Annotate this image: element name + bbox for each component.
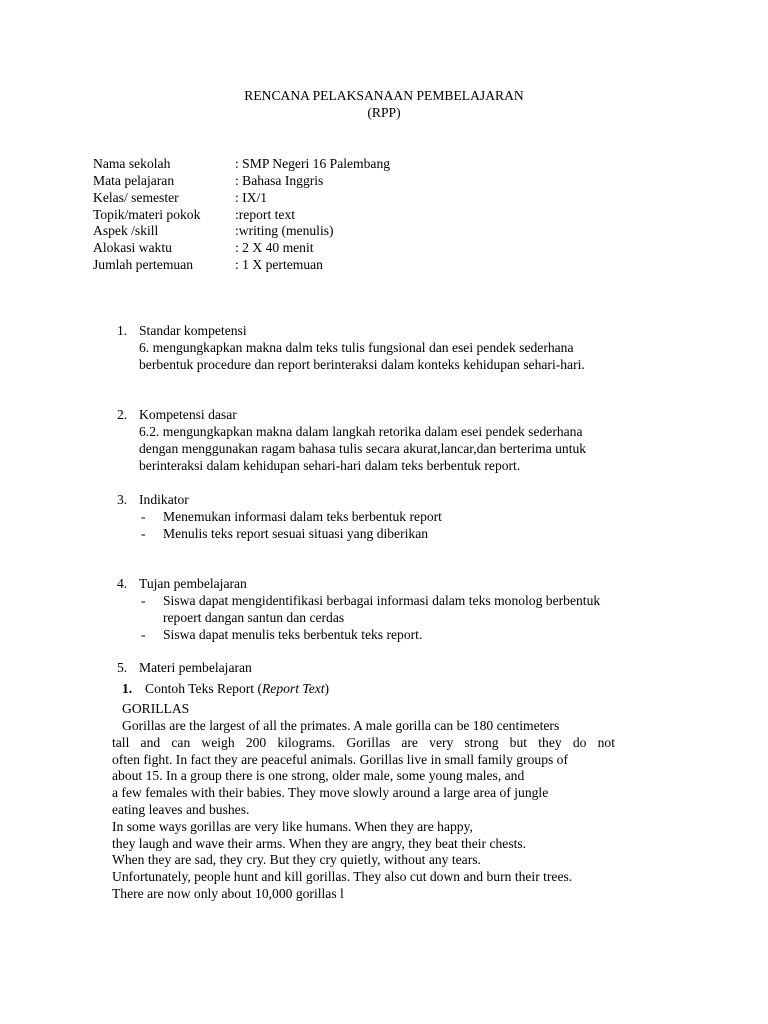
section-line: 6. mengungkapkan makna dalm teks tulis fungsional dan esei pendek sederhana	[139, 340, 574, 355]
section-line: berbentuk procedure dan report berinteraksi dalam konteks kehidupan sehari-hari.	[139, 357, 585, 372]
bullet-text-continuation: repoert dangan santun dan cerdas	[163, 610, 345, 625]
section-number: 5.	[117, 660, 128, 675]
section-number: 3.	[117, 492, 128, 507]
identity-value: : Bahasa Inggris	[235, 173, 324, 188]
section-line: berinteraksi dalam kehidupan sehari-hari dalam teks berbentuk report.	[139, 458, 521, 473]
section-number: 4.	[117, 576, 128, 591]
subsection-title-italic: Report Text	[261, 681, 325, 696]
bullet-text: Menulis teks report sesuai situasi yang diberikan	[163, 526, 429, 541]
report-line: When they are sad, they cry. But they cry quietly, without any tears.	[112, 852, 481, 867]
section-heading: Standar kompetensi	[139, 323, 247, 338]
identity-value: :writing (menulis)	[235, 223, 334, 238]
identity-label: Nama sekolah	[93, 156, 171, 171]
report-line: they laugh and wave their arms. When they are angry, they beat their chests.	[112, 836, 527, 851]
report-line: about 15. In a group there is one strong, older male, some young males, and	[112, 768, 525, 783]
identity-label: Alokasi waktu	[93, 240, 172, 255]
report-line: tall and can weigh 200 kilograms. Gorillas are very strong but they do not	[112, 735, 615, 750]
identity-value: : 2 X 40 menit	[235, 240, 314, 255]
section-heading: Tujan pembelajaran	[139, 576, 247, 591]
subsection-number: 1.	[122, 681, 133, 696]
identity-label: Mata pelajaran	[93, 173, 175, 188]
identity-value: : 1 X pertemuan	[235, 257, 323, 272]
report-line: eating leaves and bushes.	[112, 802, 250, 817]
doc-title: RENCANA PELAKSANAAN PEMBELAJARAN	[244, 88, 524, 103]
bullet-text: Siswa dapat menulis teks berbentuk teks report.	[163, 627, 423, 642]
identity-label: Jumlah pertemuan	[93, 257, 194, 272]
identity-value: :report text	[235, 207, 296, 222]
report-title: GORILLAS	[122, 701, 190, 716]
bullet-dash: -	[141, 627, 146, 642]
report-line: Gorillas are the largest of all the primates. A male gorilla can be 180 centimeters	[122, 718, 560, 733]
identity-label: Topik/materi pokok	[93, 207, 201, 222]
section-line: 6.2. mengungkapkan makna dalam langkah retorika dalam esei pendek sederhana	[139, 424, 583, 439]
section-number: 2.	[117, 407, 128, 422]
bullet-dash: -	[141, 593, 146, 608]
identity-label: Kelas/ semester	[93, 190, 179, 205]
bullet-dash: -	[141, 509, 146, 524]
bullet-text: Siswa dapat mengidentifikasi berbagai informasi dalam teks monolog berbentuk	[163, 593, 601, 608]
identity-value: : SMP Negeri 16 Palembang	[235, 156, 391, 171]
report-line: In some ways gorillas are very like humans. When they are happy,	[112, 819, 473, 834]
report-line: often fight. In fact they are peaceful animals. Gorillas live in small family groups of	[112, 752, 569, 767]
doc-subtitle: (RPP)	[367, 105, 401, 120]
report-line: There are now only about 10,000 gorillas l	[112, 886, 344, 901]
report-line: Unfortunately, people hunt and kill gorillas. They also cut down and burn their trees.	[112, 869, 573, 884]
bullet-dash: -	[141, 526, 146, 541]
section-heading: Indikator	[139, 492, 189, 507]
subsection-title-text: Contoh Teks Report (	[145, 681, 262, 696]
identity-value: : IX/1	[235, 190, 268, 205]
report-line: a few females with their babies. They move slowly around a large area of jungle	[112, 785, 549, 800]
section-heading: Kompetensi dasar	[139, 407, 237, 422]
subsection-title-close: )	[324, 681, 330, 696]
subsection-title	[145, 680, 329, 697]
bullet-text: Menemukan informasi dalam teks berbentuk report	[163, 509, 442, 524]
section-number: 1.	[117, 323, 128, 338]
section-heading: Materi pembelajaran	[139, 660, 252, 675]
identity-label: Aspek /skill	[93, 223, 159, 238]
section-line: dengan menggunakan ragam bahasa tulis secara akurat,lancar,dan berterima untuk	[139, 441, 587, 456]
